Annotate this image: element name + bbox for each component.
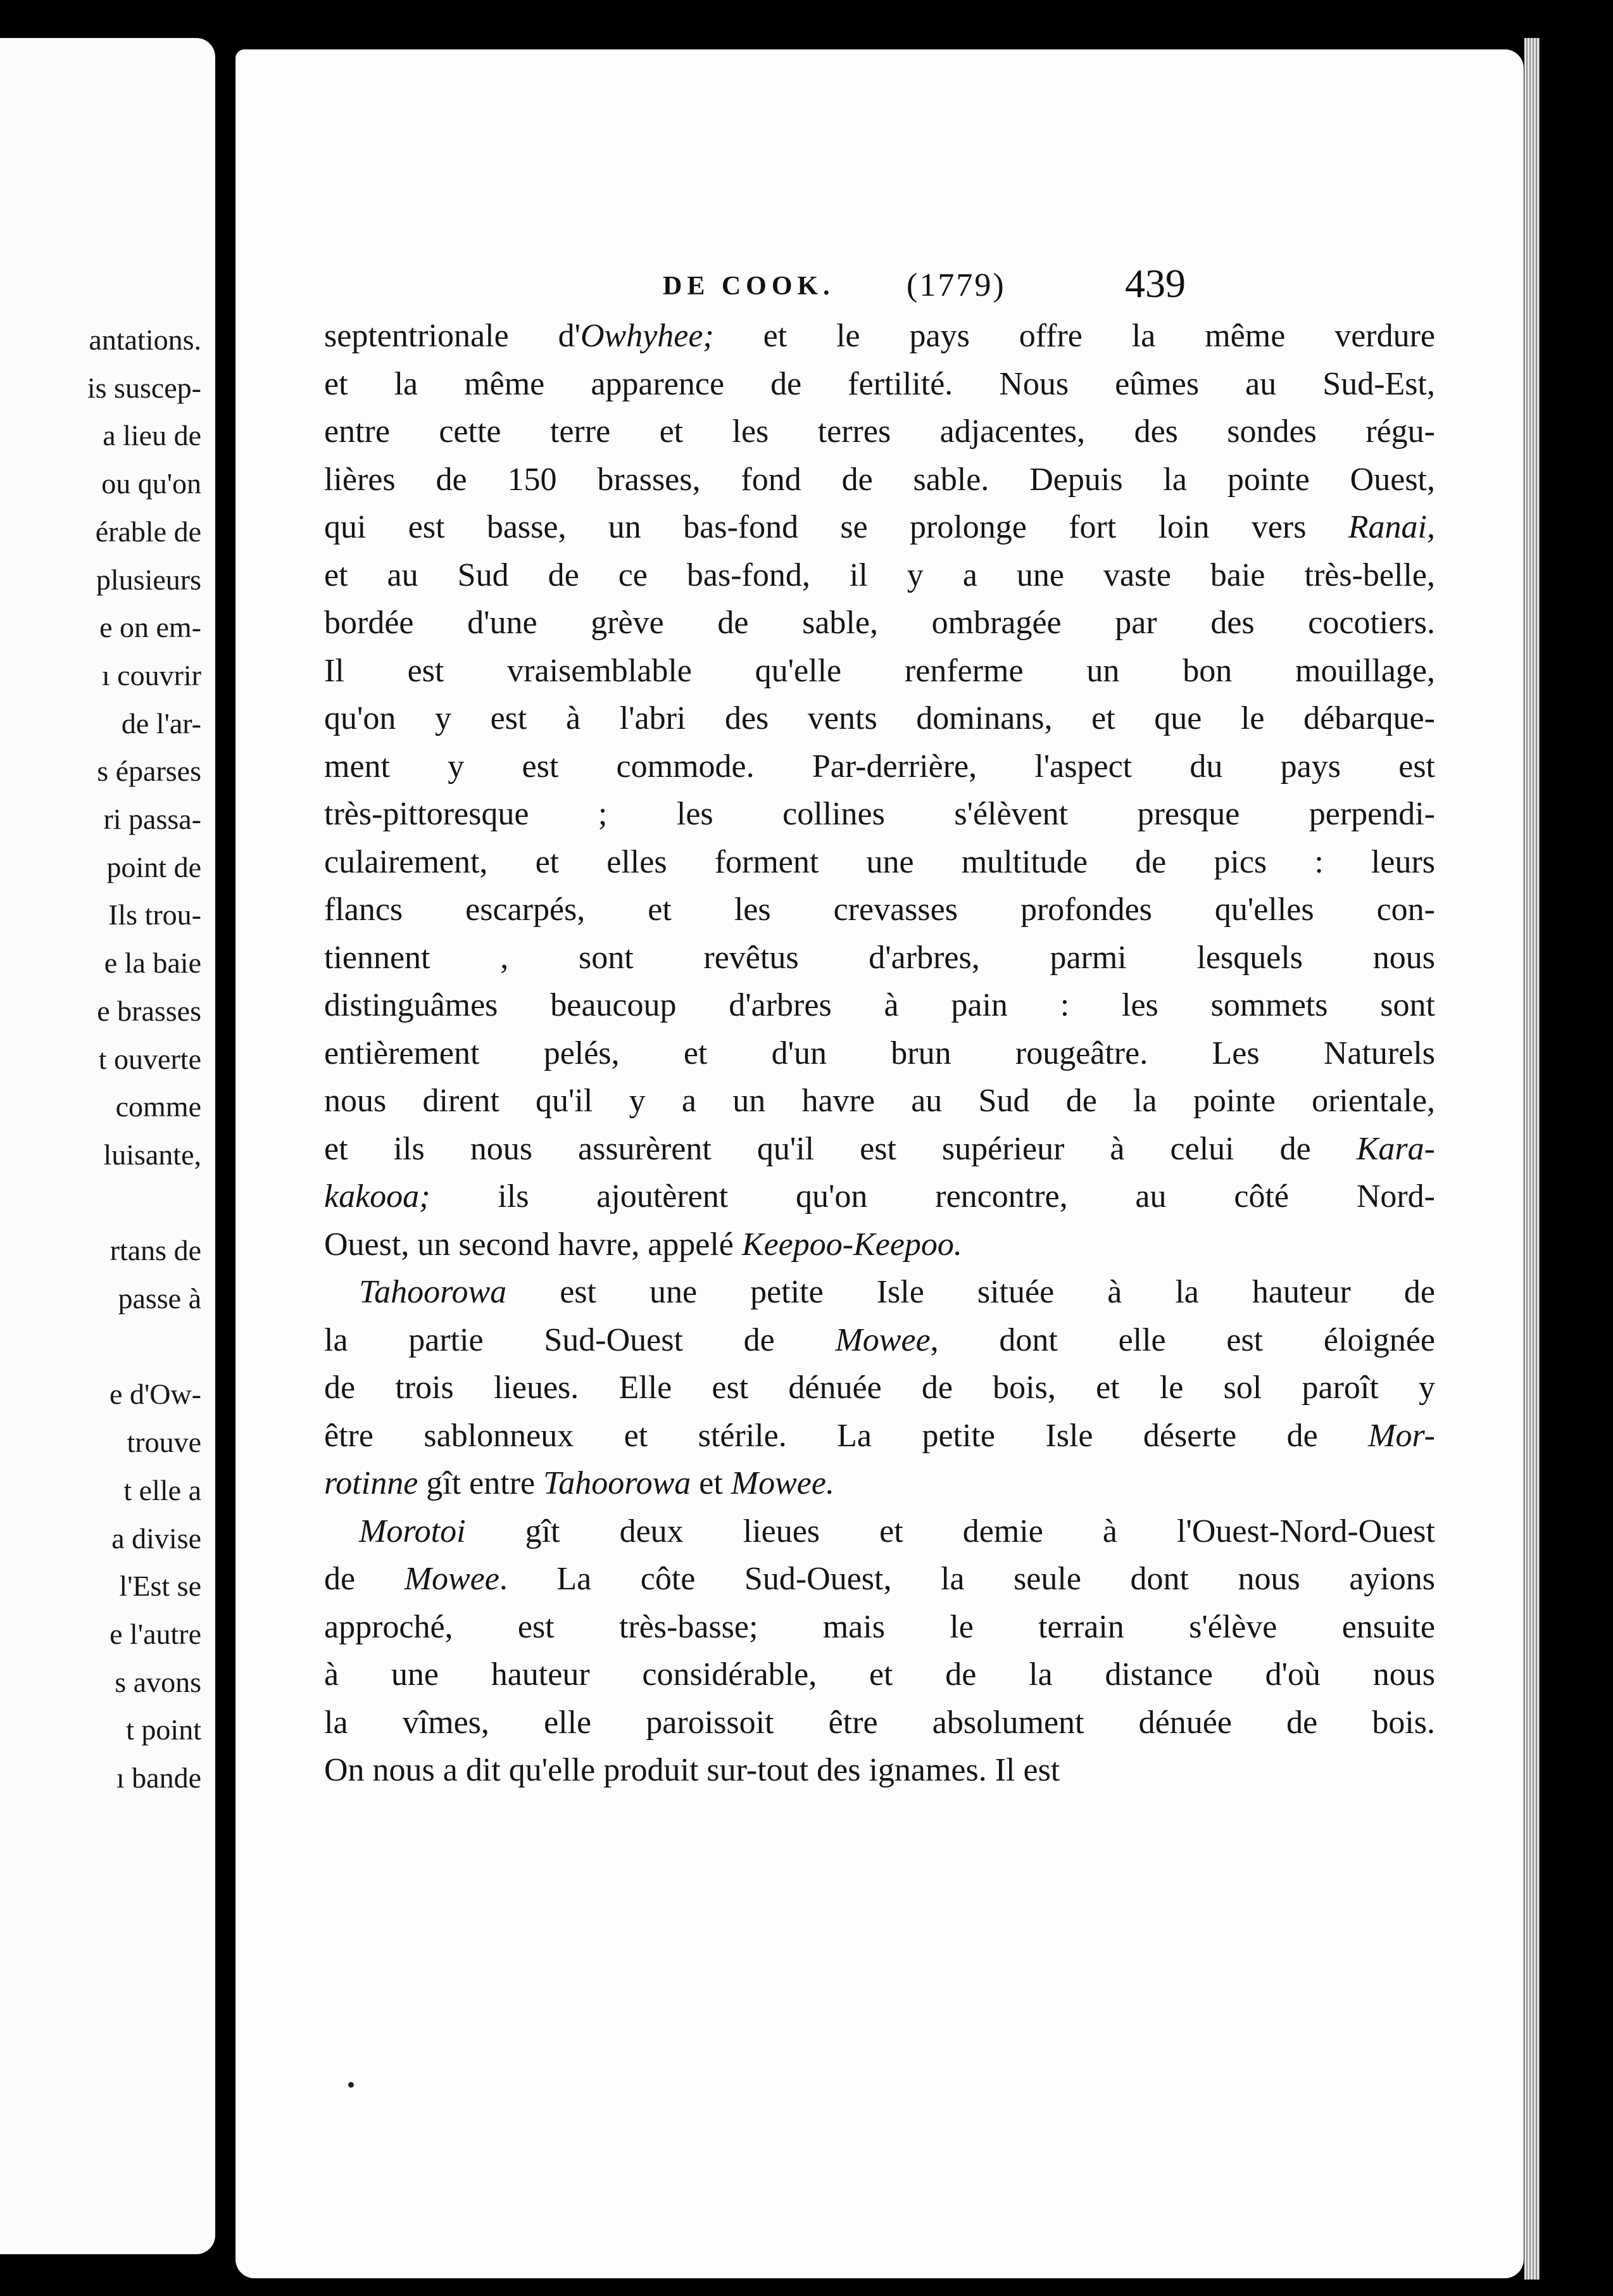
left-page-line: ı bande [116, 1762, 201, 1794]
text-run: gît deux lieues et demie à l'Ouest-Nord-Ouest [465, 1513, 1435, 1549]
left-page-line: plusieurs [96, 563, 201, 596]
left-page-line: a divise [111, 1522, 201, 1555]
text-run: septentrionale d' [324, 318, 581, 354]
left-page-fragment [0, 38, 215, 2254]
text-line [324, 1555, 1435, 1603]
text-line [324, 647, 1435, 695]
text-run: , dont elle est éloignée [930, 1321, 1436, 1358]
text-run: distinguâmes beaucoup d'arbres à pain : les sommets sont [324, 987, 1435, 1023]
text-run: et [691, 1465, 731, 1501]
text-run: et ils nous assurèrent qu'il est supérieur à celui de [324, 1130, 1357, 1167]
left-page-line: érable de [95, 515, 201, 548]
text-line [324, 1030, 1435, 1078]
page-header [235, 255, 1524, 319]
left-page-line: e la baie [104, 947, 201, 980]
left-page-line: ı couvrir [101, 659, 201, 691]
text-line [324, 1460, 1435, 1508]
left-page-line: e d'Ow- [110, 1378, 201, 1411]
text-run: être sablonneux et stérile. La petite Isle déserte de [324, 1417, 1369, 1454]
text-line [324, 599, 1435, 647]
italic-term: Owhyhee; [580, 318, 714, 354]
text-run: qui est basse, un bas-fond se prolonge fort loin vers [324, 509, 1348, 545]
paragraph [324, 1268, 1435, 1508]
text-run: à une hauteur considérable, et de la distance d'où nous [324, 1656, 1435, 1693]
italic-term: Tahoorowa [543, 1465, 691, 1501]
text-line [324, 1603, 1435, 1651]
text-line [324, 981, 1435, 1030]
italic-term: kakooa; [324, 1178, 430, 1214]
page-edge [1524, 38, 1540, 2280]
italic-term: Mor- [1368, 1417, 1435, 1454]
italic-term: Morotoi [359, 1513, 466, 1549]
text-run: bordée d'une grève de sable, ombragée par des cocotiers. [324, 605, 1435, 641]
left-page-line: t elle a [123, 1473, 201, 1506]
left-page-line: Ils trou- [108, 899, 201, 931]
text-line [324, 743, 1435, 791]
text-run: Il est vraisemblable qu'elle renferme un bon mouillage, [324, 652, 1435, 689]
left-page-line: t point [126, 1713, 201, 1746]
italic-term: Ranai, [1348, 509, 1435, 545]
left-page-line: s avons [115, 1665, 201, 1698]
left-page-line: antations. [89, 324, 201, 356]
paragraph [324, 1508, 1435, 1795]
left-page-line: trouve [127, 1426, 201, 1459]
left-page-line: rtans de [110, 1234, 201, 1267]
paragraph [324, 312, 1435, 1268]
text-run: très-pittoresque ; les collines s'élèvent presque perpendi- [324, 796, 1435, 832]
page-number: 439 [1125, 261, 1186, 306]
text-run: et la même apparence de fertilité. Nous eûmes au Sud-Est, [324, 365, 1435, 402]
italic-term: Mowee. [731, 1465, 834, 1501]
body-text [324, 312, 1435, 1795]
text-run: On nous a dit qu'elle produit sur-tout des ignames. Il est [324, 1752, 1060, 1788]
text-line [324, 1077, 1435, 1125]
left-page-line: a lieu de [103, 419, 201, 452]
text-line [324, 886, 1435, 934]
running-title: DE COOK. [663, 272, 835, 301]
text-line [324, 1508, 1435, 1556]
left-page-line: l'Est se [119, 1570, 201, 1603]
text-run: culairement, et elles forment une multitude de pics : leurs [324, 843, 1435, 880]
italic-term: Mowee [404, 1561, 499, 1597]
text-line [324, 1268, 1435, 1316]
italic-term: Tahoorowa [359, 1274, 507, 1310]
text-run: . La côte Sud-Ouest, la seule dont nous ayions [499, 1561, 1435, 1597]
left-page-line: e l'autre [110, 1617, 201, 1650]
text-line [324, 456, 1435, 504]
left-page-line: is suscep- [87, 371, 201, 404]
left-page-line: passe à [118, 1282, 201, 1315]
text-run: tiennent , sont revêtus d'arbres, parmi lesquels nous [324, 939, 1435, 976]
text-run: entièrement pelés, et d'un brun rougeâtre. Les Naturels [324, 1035, 1435, 1071]
left-page-line: de l'ar- [121, 707, 201, 740]
right-page [235, 49, 1524, 2278]
italic-term: Mowee [835, 1321, 931, 1358]
text-run: gît entre [418, 1465, 544, 1501]
text-line [324, 790, 1435, 838]
text-line [324, 1699, 1435, 1747]
ink-speck [348, 2082, 354, 2088]
italic-term: rotinne [324, 1465, 418, 1501]
left-page-line: e on em- [99, 611, 201, 644]
text-line [324, 934, 1435, 982]
text-run: lières de 150 brasses, fond de sable. Depuis la pointe Ouest, [324, 461, 1435, 498]
text-run: est une petite Isle située à la hauteur de [506, 1274, 1435, 1310]
text-run: de trois lieues. Elle est dénuée de bois, et le sol paroît y [324, 1370, 1435, 1406]
text-line [324, 1746, 1435, 1795]
text-line [324, 1221, 1435, 1269]
left-page-line: point de [106, 850, 201, 883]
left-page-line: comme [115, 1090, 201, 1123]
text-run: approché, est très-basse; mais le terrain s'élève ensuite [324, 1608, 1435, 1645]
text-run: qu'on y est à l'abri des vents dominans, et que le débarque- [324, 700, 1435, 736]
text-line [324, 1125, 1435, 1173]
left-page-line: e brasses [97, 994, 201, 1027]
left-page-line: ou qu'on [101, 467, 201, 500]
text-run: Ouest, un second havre, appelé [324, 1226, 742, 1263]
text-line [324, 408, 1435, 456]
left-page-line: luisante, [103, 1138, 201, 1171]
text-line [324, 360, 1435, 408]
text-run: de [324, 1561, 405, 1597]
text-run: ils ajoutèrent qu'on rencontre, au côté Nord- [430, 1178, 1435, 1214]
text-line [324, 1651, 1435, 1699]
text-line [324, 1412, 1435, 1460]
text-line [324, 1316, 1435, 1365]
text-line [324, 312, 1435, 360]
text-run: et le pays offre la même verdure [713, 318, 1435, 354]
text-run: entre cette terre et les terres adjacentes, des sondes régu- [324, 413, 1435, 450]
italic-term: Keepoo-Keepoo. [741, 1226, 962, 1263]
text-run: la vîmes, elle paroissoit être absolument dénuée de bois. [324, 1704, 1435, 1741]
text-line [324, 695, 1435, 743]
text-run: nous dirent qu'il y a un havre au Sud de la pointe orientale, [324, 1083, 1435, 1119]
text-run: ment y est commode. Par-derrière, l'aspect du pays est [324, 748, 1435, 785]
running-year: (1779) [907, 267, 1006, 303]
text-run: flancs escarpés, et les crevasses profondes qu'elles con- [324, 892, 1435, 928]
italic-term: Kara- [1356, 1130, 1435, 1167]
left-page-line: s éparses [97, 755, 201, 788]
text-run: la partie Sud-Ouest de [324, 1321, 836, 1358]
text-line [324, 503, 1435, 552]
left-page-line: ri passa- [103, 803, 201, 835]
left-page-line: t ouverte [98, 1042, 201, 1075]
text-run: et au Sud de ce bas-fond, il y a une vaste baie très-belle, [324, 557, 1435, 593]
text-line [324, 1364, 1435, 1412]
text-line [324, 1173, 1435, 1221]
text-line [324, 838, 1435, 886]
text-line [324, 552, 1435, 600]
